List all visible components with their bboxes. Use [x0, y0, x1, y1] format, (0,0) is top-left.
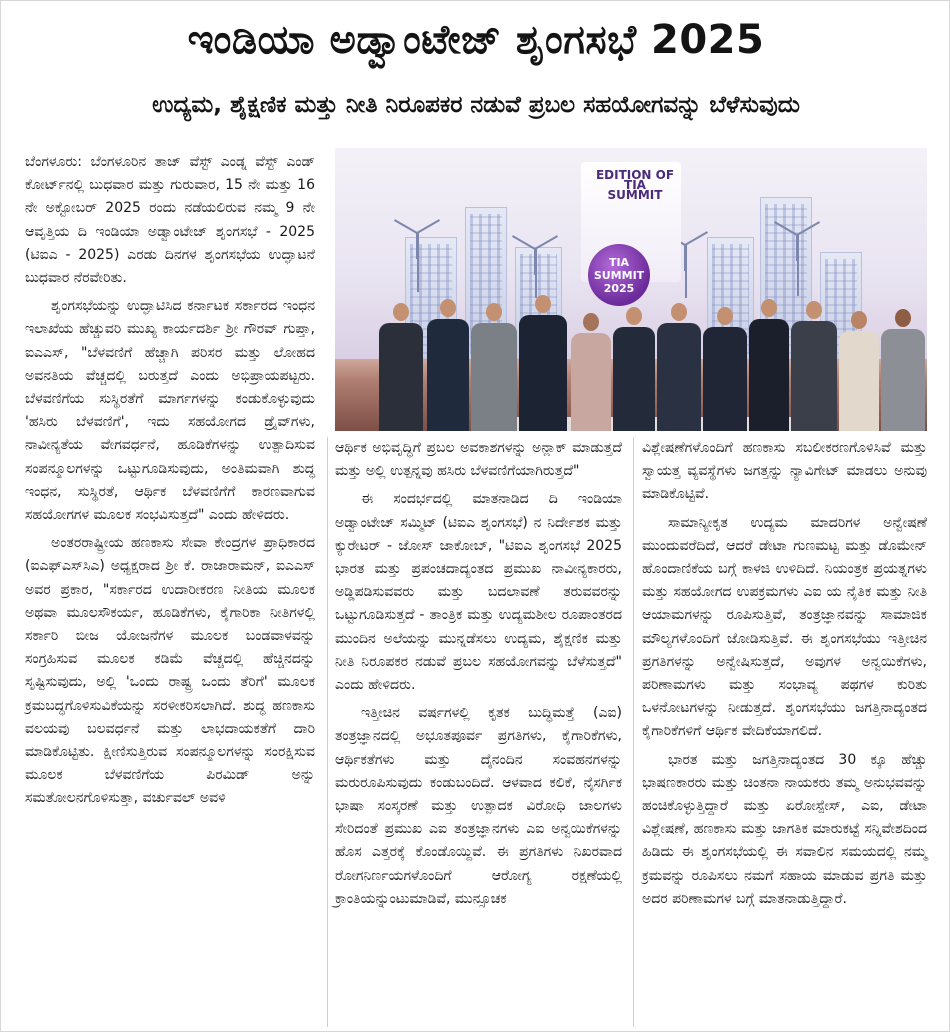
speaker-figure — [657, 303, 701, 431]
speaker-figure — [613, 307, 655, 431]
article-column-1 — [25, 151, 315, 816]
wind-turbine-icon — [417, 232, 419, 292]
edition-label: EDITION OF — [595, 168, 675, 182]
paragraph: ಭಾರತ ಮತ್ತು ಜಗತ್ತಿನಾದ್ಯಂತದ 30 ಕ್ಕೂ ಹೆಚ್ಚು ಭಾಷಣಕಾರರು ಮತ್ತು ಚಿಂತನಾ ನಾಯಕರು ತಮ್ಮ ಅನುಭವವನ್ನು ಹಂಚಿಕೊಳ್ಳುತ್ತಿದ್ದಾರೆ ಮತ್ತು ಏರೋಸ್ಪೇಸ್, ಎಐ, ಡೇಟಾ ವಿಶ್ಲೇಷಣೆ, ಹಣಕಾಸು ಮತ್ತು ಜಾಗತಿಕ ಮಾರುಕಟ್ಟೆ ಸನ್ನಿವೇಶದಿಂದ ಹಿಡಿದು ಈ ಶೃಂಗಸಭೆಯಲ್ಲಿ ಈ ಸವಾಲಿನ ಸಮಯದಲ್ಲಿ ನಮ್ಮ ಕ್ರಮವನ್ನು ರೂಪಿಸಲು ನಮಗೆ ಸಹಾಯ ಮಾಡುವ ಪ್ರಗತಿ ಮತ್ತು ಅದರ ಪರಿಣಾಮಗಳ ಬಗ್ಗೆ ಮಾತನಾಡುತ್ತಿದ್ದಾರೆ. — [642, 751, 927, 907]
subheadline: ಉದ್ಯಮ, ಶೈಕ್ಷಣಿಕ ಮತ್ತು ನೀತಿ ನಿರೂಪಕರ ನಡುವೆ ಪ್ರಬಲ ಸಹಯೋಗವನ್ನು ಬೆಳೆಸುವುದು — [152, 92, 800, 118]
paragraph: ಆರ್ಥಿಕ ಅಭಿವೃದ್ಧಿಗೆ ಪ್ರಬಲ ಅವಕಾಶಗಳನ್ನು ಅನ್ಲಾಕ್ ಮಾಡುತ್ತದೆ ಮತ್ತು ಅಲ್ಲಿ ಉತ್ಪನ್ನವು ಹಸಿರು ಬೆಳವಣಿಗೆಯಾಗಿರುತ್ತದೆ" — [335, 440, 622, 480]
column-divider — [633, 437, 634, 1027]
article-column-2 — [335, 437, 622, 916]
column-divider — [327, 437, 328, 1027]
wind-turbine-icon — [535, 248, 537, 298]
speaker-figure — [471, 303, 517, 431]
speaker-figure — [881, 309, 925, 431]
badge-line: 2025 — [603, 281, 635, 295]
speaker-figure — [703, 307, 747, 431]
paragraph: ಈ ಸಂದರ್ಭದಲ್ಲಿ ಮಾತನಾಡಿದ ದಿ ಇಂಡಿಯಾ ಅಡ್ವಾಂಟೇಜ್ ಸಮ್ಮಿಟ್ (ಟಿಐಎ ಶೃಂಗಸಭೆ) ನ ನಿರ್ದೇಶಕ ಮತ್ತು ಕ್ಯುರೇಟರ್ - ಜೋಸ್ ಜಾಕೋಬ್, "ಟಿಐಎ ಶೃಂಗಸಭೆ 2025 ಭಾರತ ಮತ್ತು ಪ್ರಪಂಚದಾದ್ಯಂತದ ಪ್ರಮುಖ ನಾವೀನ್ಯಕಾರರು, ಅಡ್ಡಿಪಡಿಸುವವರು ಮತ್ತು ಬದಲಾವಣೆ ತರುವವರನ್ನು ಒಟ್ಟುಗೂಡಿಸುತ್ತದೆ - ತಾಂತ್ರಿಕ ಮತ್ತು ಉದ್ಯಮಶೀಲ ರೂಪಾಂತರದ ಮುಂದಿನ ಅಲೆಯನ್ನು ಮುನ್ನಡೆಸಲು ಉದ್ಯಮ, ಶೈಕ್ಷಣಿಕ ಮತ್ತು ನೀತಿ ನಿರೂಪಕರ ನಡುವೆ ಪ್ರಬಲ ಸಹಯೋಗವನ್ನು ಬೆಳೆಸುತ್ತದೆ" ಎಂದು ಹೇಳಿದರು. — [335, 491, 622, 694]
speaker-figure — [839, 311, 879, 431]
badge-line: TIA — [608, 255, 630, 269]
paragraph: ಸಾಮಾನ್ಯೀಕೃತ ಉದ್ಯಮ ಮಾದರಿಗಳ ಅನ್ವೇಷಣೆ ಮುಂದುವರೆದಿದೆ, ಆದರೆ ಡೇಟಾ ಗುಣಮಟ್ಟ ಮತ್ತು ಡೊಮೇನ್ ಹೊಂದಾಣಿಕೆಯ ಬಗ್ಗೆ ಕಾಳಜಿ ಉಳಿದಿದೆ. ನಿಯಂತ್ರಕ ಪ್ರಯತ್ನಗಳು ಮತ್ತು ಸಹಯೋಗದ ಉಪಕ್ರಮಗಳು ಎಐ ಯ ನೈತಿಕ ಮತ್ತು ನೀತಿ ಆಯಾಮಗಳನ್ನು ರೂಪಿಸುತ್ತಿವೆ, ತಂತ್ರಜ್ಞಾನವನ್ನು ಸಾಮಾಜಿಕ ಮೌಲ್ಯಗಳೊಂದಿಗೆ ಜೋಡಿಸುತ್ತಿವೆ. ಈ ಶೃಂಗಸಭೆಯು ಇತ್ತೀಚಿನ ಪ್ರಗತಿಗಳನ್ನು ಅನ್ವೇಷಿಸುತ್ತದೆ, ಅವುಗಳ ಅನ್ವಯಿಕೆಗಳು, ಪರಿಣಾಮಗಳು ಮತ್ತು ಸಂಭಾವ್ಯ ಪಥಗಳ ಕುರಿತು ಒಳನೋಟಗಳನ್ನು ನೀಡುತ್ತದೆ. ಶೃಂಗಸಭೆಯು ಜಗತ್ತಿನಾದ್ಯಂತದ ಕೈಗಾರಿಕೆಗಳಿಗೆ ಆರ್ಥಿಕ ವೇದಿಕೆಯಾಗಲಿದೆ. — [642, 514, 927, 740]
wind-turbine-icon — [685, 244, 687, 298]
speaker-figure — [427, 299, 469, 431]
paragraph: ಬೆಂಗಳೂರು: ಬೆಂಗಳೂರಿನ ತಾಜ್ ವೆಸ್ಟ್ ಎಂಡ್ನ ವೆಸ್ಟ್ ಎಂಡ್ ಕೋರ್ಟ್‌ನಲ್ಲಿ ಬುಧವಾರ ಮತ್ತು ಗುರುವಾರ, 15 ನೇ ಮತ್ತು 16 ನೇ ಅಕ್ಟೋಬರ್ 2025 ರಂದು ನಡೆಯಲಿರುವ ನಮ್ಮ 9 ನೇ ಆವೃತ್ತಿಯ ದಿ ಇಂಡಿಯಾ ಅಡ್ವಾಂಟೇಜ್ ಶೃಂಗಸಭೆ - 2025 (ಟಿಐಎ - 2025) ಎರಡು ದಿನಗಳ ಶೃಂಗಸಭೆಯ ಉದ್ಘಾಟನೆ ಬುಧವಾರ ನೆರವೇರಿತು. — [25, 154, 315, 287]
paragraph: ಅಂತರರಾಷ್ಟ್ರೀಯ ಹಣಕಾಸು ಸೇವಾ ಕೇಂದ್ರಗಳ ಪ್ರಾಧಿಕಾರದ (ಐಎಫ್‌ಎಸ್‌ಸಿಎ) ಅಧ್ಯಕ್ಷರಾದ ಶ್ರೀ ಕೆ. ರಾಜಾರಾಮನ್, ಐಎಎಸ್ ಅವರ ಪ್ರಕಾರ, "ಸರ್ಕಾರದ ಉದಾರೀಕರಣ ನೀತಿಯ ಮೂಲಕ ಅಥವಾ ಮೂಲಸೌಕರ್ಯ, ಹೂಡಿಕೆಗಳು, ಕೈಗಾರಿಕಾ ನೀತಿಗಳಲ್ಲಿ ಸರ್ಕಾರಿ ಬೀಜ ಯೋಜನೆಗಳ ಮೂಲಕ ಬಂಡವಾಳವನ್ನು ಸಂಗ್ರಹಿಸುವ ಮೂಲಕ ಕಡಿಮೆ ವೆಚ್ಚದಲ್ಲಿ ಹೆಚ್ಚಿನದನ್ನು ಸೃಷ್ಟಿಸುವುದು, ಅಲ್ಲಿ 'ಒಂದು ರಾಷ್ಟ್ರ ಒಂದು ತೆರಿಗೆ' ಮೂಲಕ ಕ್ರಮಬದ್ಧಗೊಳಿಸುವಿಕೆಯನ್ನು ಸರಳೀಕರಿಸಲಾಗಿದೆ. ಶುದ್ಧ ಹಣಕಾಸು ವಲಯವು ಬಲವರ್ಧನೆ ಮತ್ತು ಲಾಭದಾಯಕತೆಗೆ ದಾರಿ ಮಾಡಿಕೊಟ್ಟಿತು. ಕ್ಷೀಣಿಸುತ್ತಿರುವ ಸಂಪನ್ಮೂಲಗಳನ್ನು ಸಂರಕ್ಷಿಸುವ ಮೂಲಕ ಬೆಳವಣಿಗೆಯ ಪಿರಮಿಡ್ ಅನ್ನು ಸಮತೋಲನಗೊಳಿಸುತ್ತಾ, ವರ್ಚುವಲ್ ಅವಳಿ — [25, 535, 315, 807]
speaker-figure — [791, 301, 837, 431]
summit-logo — [595, 170, 675, 200]
paragraph: ವಿಶ್ಲೇಷಣೆಗಳೊಂದಿಗೆ ಹಣಕಾಸು ಸಬಲೀಕರಣಗೊಳಿಸಿವೆ ಮತ್ತು ಸ್ವಾಯತ್ತ ವ್ಯವಸ್ಥೆಗಳು ಜಗತ್ತನ್ನು ನ್ಯಾವಿಗೇಟ್ ಮಾಡಲು ಅನುವು ಮಾಡಿಕೊಟ್ಟಿವೆ. — [642, 440, 927, 503]
article-column-3 — [642, 437, 927, 916]
headline: ಇಂಡಿಯಾ ಅಡ್ವಾಂಟೇಜ್ ಶೃಂಗಸಭೆ 2025 — [187, 17, 765, 63]
wind-turbine-icon — [797, 234, 799, 296]
speaker-figure — [571, 313, 611, 431]
summit-name: TIA SUMMIT — [607, 178, 663, 202]
speaker-figure — [379, 303, 423, 431]
speaker-figure — [519, 295, 567, 431]
badge-line: SUMMIT — [593, 268, 645, 282]
speaker-figure — [749, 299, 789, 431]
summit-badge — [588, 244, 650, 306]
event-photo — [335, 148, 927, 431]
paragraph: ಇತ್ತೀಚಿನ ವರ್ಷಗಳಲ್ಲಿ ಕೃತಕ ಬುದ್ಧಿಮತ್ತೆ (ಎಐ) ತಂತ್ರಜ್ಞಾನದಲ್ಲಿ ಅಭೂತಪೂರ್ವ ಪ್ರಗತಿಗಳು, ಕೈಗಾರಿಕೆಗಳು, ಆರ್ಥಿಕತೆಗಳು ಮತ್ತು ದೈನಂದಿನ ಸಂವಹನಗಳನ್ನು ಮರುರೂಪಿಸುವುದು ಕಂಡುಬಂದಿದೆ. ಆಳವಾದ ಕಲಿಕೆ, ನೈಸರ್ಗಿಕ ಭಾಷಾ ಸಂಸ್ಕರಣೆ ಮತ್ತು ಉತ್ಪಾದಕ ವಿರೋಧಿ ಜಾಲಗಳು ಸೇರಿದಂತೆ ಪ್ರಮುಖ ಎಐ ತಂತ್ರಜ್ಞಾನಗಳು ಎಐ ಅನ್ವಯಿಕೆಗಳನ್ನು ಹೊಸ ಎತ್ತರಕ್ಕೆ ಕೊಂಡೊಯ್ದಿವೆ. ಈ ಪ್ರಗತಿಗಳು ನಿಖರವಾದ ರೋಗನಿರ್ಣಯಗಳೊಂದಿಗೆ ಆರೋಗ್ಯ ರಕ್ಷಣೆಯಲ್ಲಿ ಕ್ರಾಂತಿಯನ್ನುಂಟುಮಾಡಿವೆ, ಮುನ್ಸೂಚಕ — [335, 705, 622, 907]
paragraph: ಶೃಂಗಸಭೆಯನ್ನು ಉದ್ಘಾಟಿಸಿದ ಕರ್ನಾಟಕ ಸರ್ಕಾರದ ಇಂಧನ ಇಲಾಖೆಯ ಹೆಚ್ಚುವರಿ ಮುಖ್ಯ ಕಾರ್ಯದರ್ಶಿ ಶ್ರೀ ಗೌರವ್ ಗುಪ್ತಾ, ಐಎಎಸ್, "ಬೆಳವಣಿಗೆ ಹೆಚ್ಚಾಗಿ ಪರಿಸರ ಮತ್ತು ಲೋಹದ ಅವನತಿಯ ವೆಚ್ಚದಲ್ಲಿ ಬರುತ್ತದೆ ಎಂದು ಅಭಿಪ್ರಾಯಪಟ್ಟರು. ಬೆಳವಣಿಗೆಯ ಸುಸ್ಥಿರತೆಗೆ ಮಾರ್ಗಗಳನ್ನು ಕಂಡುಕೊಳ್ಳುವುದು 'ಹಸಿರು ಬೆಳವಣಿಗೆ', ಇದು ಸಹಯೋಗದ ಡ್ರೈವ್‌ಗಳು, ನಾವೀನ್ಯತೆಯ ವೇಗವರ್ಧನೆ, ಹೂಡಿಕೆಗಳನ್ನು ಉತ್ಪಾದಿಸುವ ಸಂಪನ್ಮೂಲಗಳನ್ನು ಒಟ್ಟುಗೂಡಿಸುವುದು, ಅಂತಿಮವಾಗಿ ಶುದ್ಧ ಇಂಧನ, ಸುಸ್ಥಿರತೆ, ಆರ್ಥಿಕ ಬೆಳವಣಿಗೆಗೆ ಕಾರಣವಾಗುವ ಸಹಯೋಗಗಳ ಮೂಲಕ ಸಂಭವಿಸುತ್ತದೆ" ಎಂದು ಹೇಳಿದರು. — [25, 298, 315, 524]
